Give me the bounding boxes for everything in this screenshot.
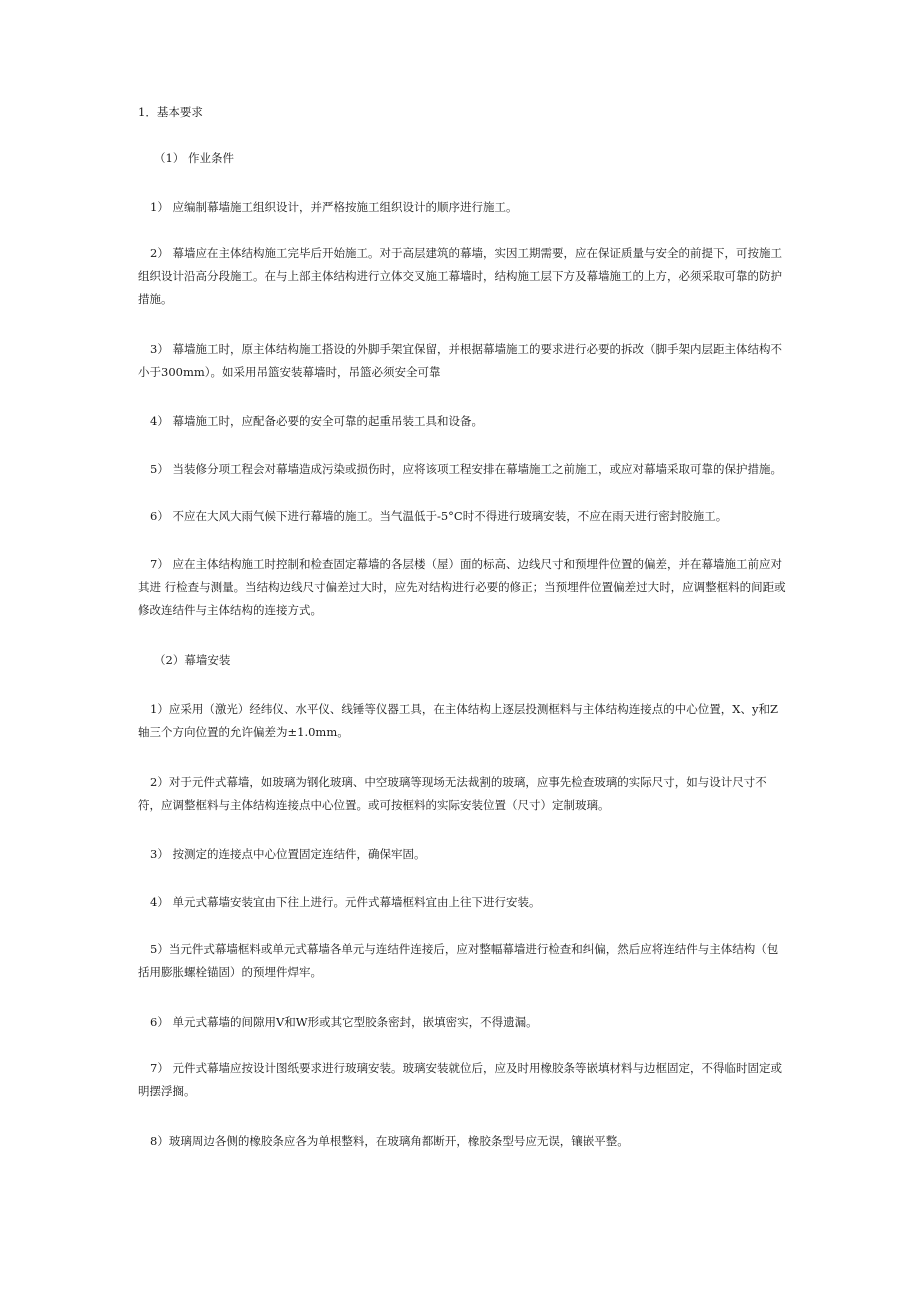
installation-item-6: 6） 单元式幕墙的间隙用V和W形或其它型胶条密封，嵌填密实，不得遗漏。 — [150, 1015, 538, 1029]
work-condition-item-4: 4） 幕墙施工时，应配备必要的安全可靠的起重吊装工具和设备。 — [150, 414, 483, 428]
installation-item-5: 5）当元件式幕墙框料或单元式幕墙各单元与连结件连接后，应对整幅幕墙进行检查和纠偏，然后应将连结件与主体结构（包括用膨胀螺栓锚固）的预埋件焊牢。 — [138, 942, 779, 979]
work-condition-item-6: 6） 不应在大风大雨气候下进行幕墙的施工。当气温低于-5°C时不得进行玻璃安装，不应在雨天进行密封胶施工。 — [150, 509, 728, 523]
installation-item-2: 2）对于元件式幕墙，如玻璃为钢化玻璃、中空玻璃等现场无法裁割的玻璃，应事先检查玻璃的实际尺寸，如与设计尺寸不符，应调整框料与主体结构连接点中心位置。或可按框料的实际安装位置（尺寸）定制玻璃。 — [138, 775, 767, 812]
section-title: 1．基本要求 — [138, 105, 203, 119]
subsection-title-curtain-wall-installation: （2）幕墙安装 — [154, 653, 231, 667]
work-condition-item-7: 7） 应在主体结构施工时控制和检查固定幕墙的各层楼（屋）面的标高、边线尺寸和预埋件位置的偏差，并在幕墙施工前应对其进 行检查与测量。当结构边线尺寸偏差过大时，应先对结构进行必要的修正；当预埋件位置偏差过大时，应调整框料的间距或修改连结件与主体结构的连接方式。 — [138, 557, 786, 617]
installation-item-3: 3） 按测定的连接点中心位置固定连结件，确保牢固。 — [150, 847, 426, 861]
installation-item-1: 1）应采用（激光）经纬仪、水平仪、线锤等仪器工具，在主体结构上逐层投测框料与主体结构连接点的中心位置，X、y和Z轴三个方向位置的允许偏差为±1.0mm。 — [138, 702, 778, 739]
work-condition-item-3: 3） 幕墙施工时，原主体结构施工搭设的外脚手架宜保留，并根据幕墙施工的要求进行必要的拆改（脚手架内层距主体结构不小于300mm）。如采用吊篮安装幕墙时，吊篮必须安全可靠 — [138, 342, 782, 379]
work-condition-item-5: 5） 当装修分项工程会对幕墙造成污染或损伤时，应将该项工程安排在幕墙施工之前施工，或应对幕墙采取可靠的保护措施。 — [150, 462, 782, 476]
work-condition-item-2: 2） 幕墙应在主体结构施工完毕后开始施工。对于高层建筑的幕墙，实因工期需要，应在保证质量与安全的前提下，可按施工组织设计沿高分段施工。在与上部主体结构进行立体交叉施工幕墙时，结构施工层下方及幕墙施工的上方，必须采取可靠的防护 措施。 — [138, 246, 782, 306]
installation-item-7: 7） 元件式幕墙应按设计图纸要求进行玻璃安装。玻璃安装就位后，应及时用橡胶条等嵌填材料与边框固定，不得临时固定或明摆浮搁。 — [138, 1061, 782, 1098]
subsection-title-work-conditions: （1） 作业条件 — [154, 151, 234, 165]
installation-item-8: 8）玻璃周边各侧的橡胶条应各为单根整料，在玻璃角都断开，橡胶条型号应无误，镶嵌平整。 — [150, 1134, 629, 1148]
work-condition-item-1: 1） 应编制幕墙施工组织设计，并严格按施工组织设计的顺序进行施工。 — [150, 200, 518, 214]
installation-item-4: 4） 单元式幕墙安装宜由下往上进行。元件式幕墙框料宜由上往下进行安装。 — [150, 895, 541, 909]
